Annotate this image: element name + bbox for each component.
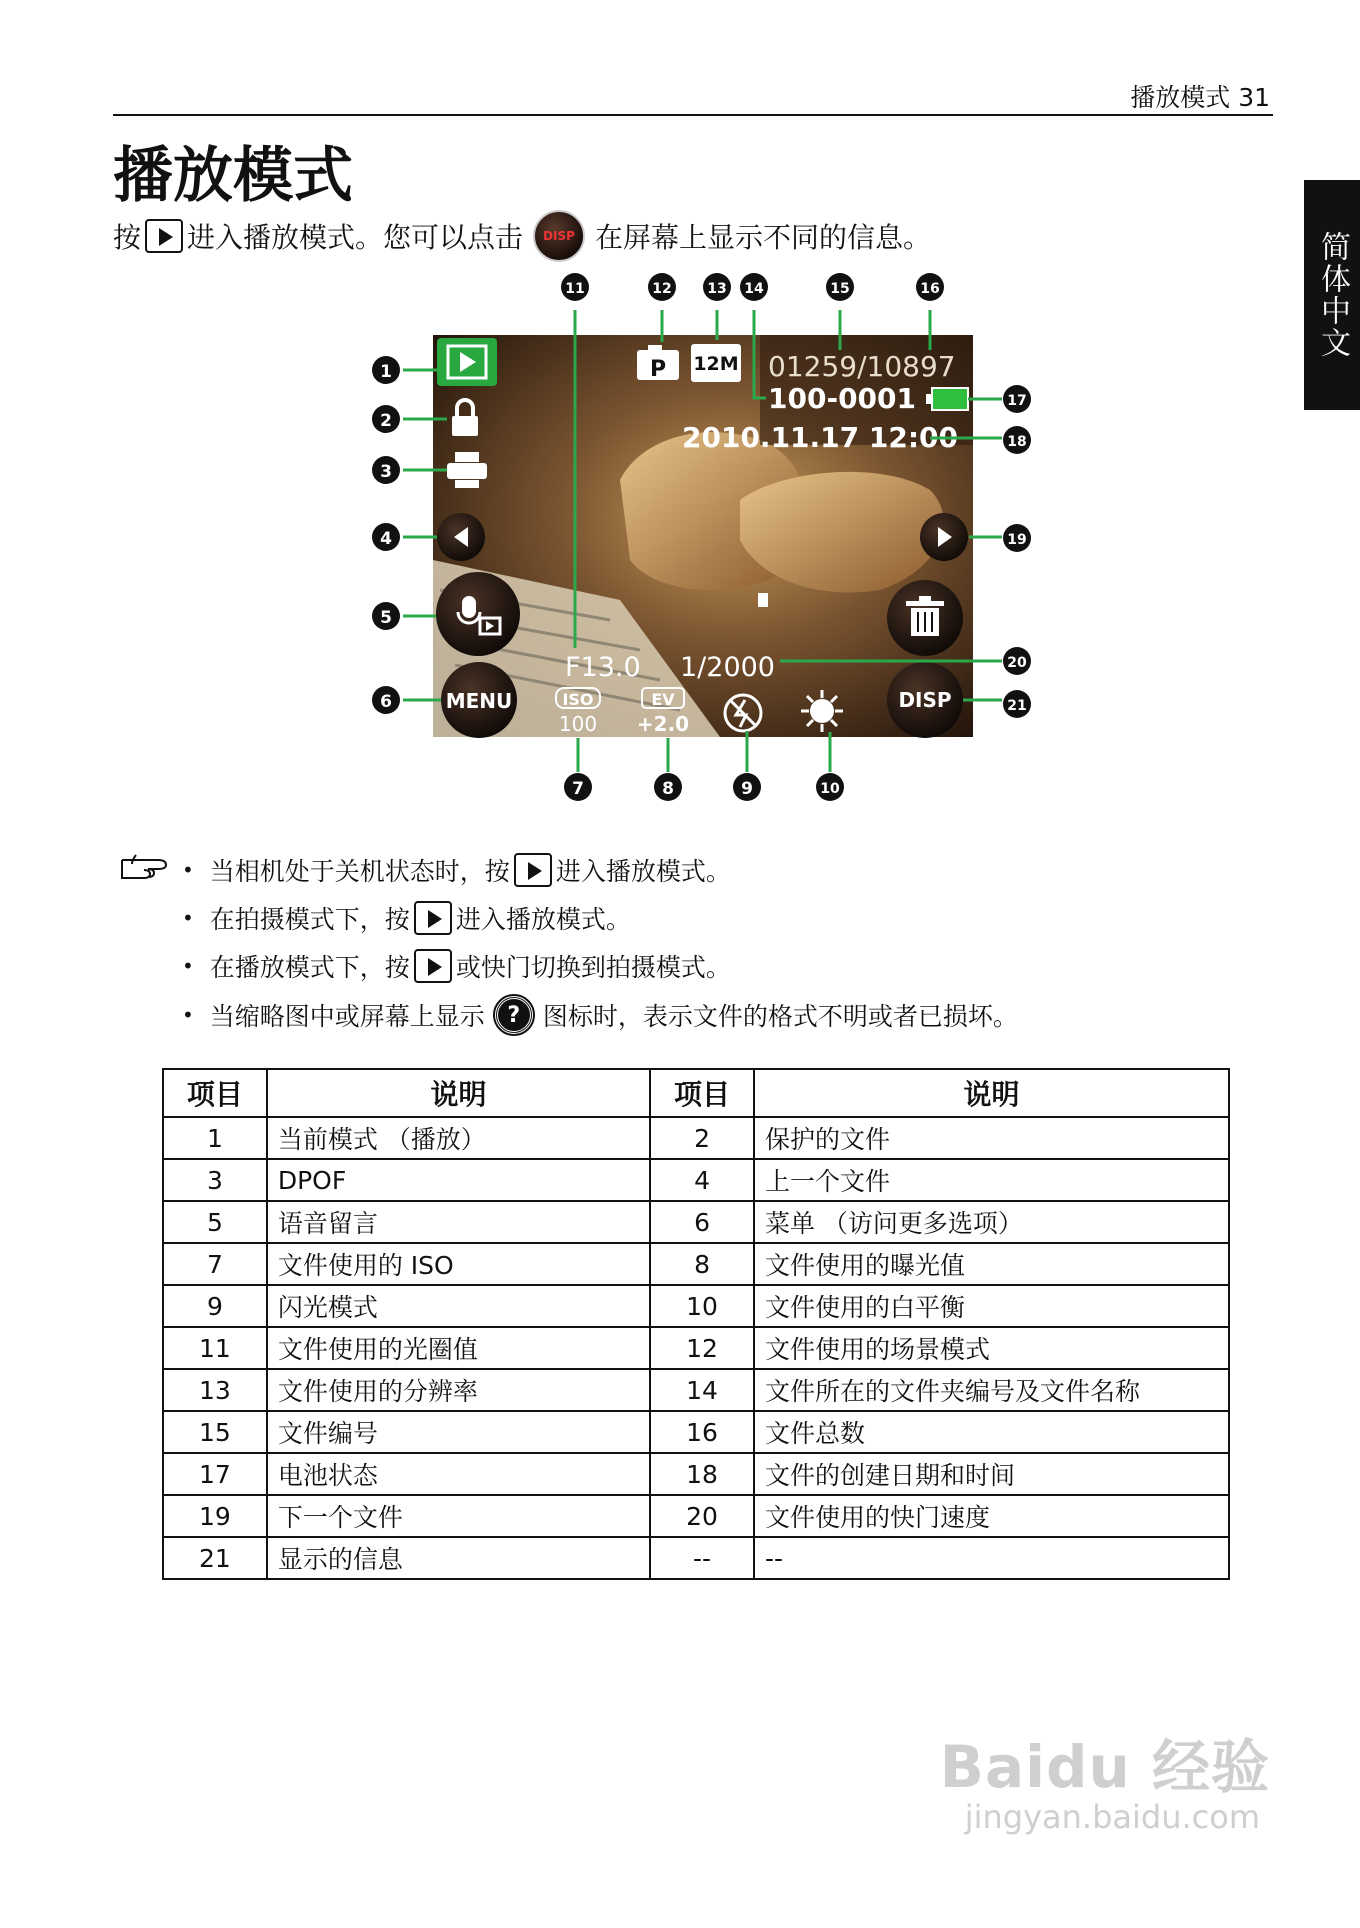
callout-12 (648, 273, 676, 301)
note-1-text-before: 当相机处于关机状态时，按 (209, 857, 510, 886)
svg-text:19: 19 (1007, 532, 1027, 548)
item-description-cell: 文件使用的曝光值 (754, 1243, 1229, 1285)
item-description-cell: 显示的信息 (267, 1537, 650, 1579)
item-description-cell: 文件所在的文件夹编号及文件名称 (754, 1369, 1229, 1411)
item-number-cell: 5 (163, 1201, 267, 1243)
callout-11 (561, 273, 589, 301)
callout-1 (372, 356, 400, 384)
menu-label: MENU (445, 689, 513, 713)
iso-indicator (556, 688, 600, 736)
table-row (163, 1201, 1229, 1243)
callout-21 (1003, 690, 1031, 718)
callout-20 (1003, 647, 1031, 675)
table-header-item: 项目 (650, 1069, 754, 1117)
callout-17 (1003, 385, 1031, 413)
svg-text:4: 4 (380, 529, 392, 549)
item-number-cell: 20 (650, 1495, 754, 1537)
note-3-text-after: 或快门切换到拍摄模式。 (455, 953, 731, 982)
delete-icon (887, 580, 963, 656)
note-3-text-before: 在播放模式下，按 (209, 953, 410, 982)
item-description-cell: 文件编号 (267, 1411, 650, 1453)
callout-7 (564, 773, 592, 801)
folder-file-readout: 100-0001 (768, 382, 916, 415)
intro-text-after: 在屏幕上显示不同的信息。 (595, 221, 932, 254)
callout-19 (1003, 524, 1031, 552)
intro-text-middle: 进入播放模式。您可以点击 (187, 221, 524, 254)
item-description-cell: 电池状态 (267, 1453, 650, 1495)
note-item-2 (182, 900, 631, 936)
table-row (163, 1369, 1229, 1411)
playback-screen-diagram (0, 0, 1360, 830)
callout-3 (372, 456, 400, 484)
item-description-cell: 文件使用的 ISO (267, 1243, 650, 1285)
header-divider (113, 114, 1273, 116)
item-description-cell: 文件使用的快门速度 (754, 1495, 1229, 1537)
svg-text:7: 7 (572, 779, 584, 799)
svg-text:5: 5 (380, 608, 392, 628)
callout-13 (703, 273, 731, 301)
callout-6 (372, 686, 400, 714)
item-description-cell: 文件使用的场景模式 (754, 1327, 1229, 1369)
callout-14 (740, 273, 768, 301)
table-row (163, 1411, 1229, 1453)
item-description-cell: 上一个文件 (754, 1159, 1229, 1201)
play-button-icon (514, 853, 552, 887)
table-header-row (163, 1069, 1229, 1117)
language-side-tab (1304, 180, 1360, 410)
bullet-dot: • (182, 954, 194, 978)
file-count-readout: 01259/10897 (768, 350, 956, 383)
current-mode-icon (437, 338, 497, 386)
item-number-cell: 13 (163, 1369, 267, 1411)
item-number-cell: 2 (650, 1117, 754, 1159)
svg-text:20: 20 (1007, 655, 1027, 671)
header-section-label (1130, 78, 1270, 114)
screen-items-table (162, 1068, 1230, 1580)
table-body (163, 1117, 1229, 1579)
svg-text:16: 16 (920, 281, 940, 297)
callout-15 (826, 273, 854, 301)
previous-file-icon (437, 513, 485, 561)
side-tab-label: 简体中文 (1315, 231, 1350, 359)
item-number-cell: 14 (650, 1369, 754, 1411)
iso-label: ISO (562, 690, 594, 709)
note-1-text-after: 进入播放模式。 (555, 857, 731, 886)
callout-16 (916, 273, 944, 301)
item-number-cell: 10 (650, 1285, 754, 1327)
item-number-cell: 19 (163, 1495, 267, 1537)
note-4-text-before: 当缩略图中或屏幕上显示 (209, 1002, 485, 1031)
item-description-cell: 语音留言 (267, 1201, 650, 1243)
play-button-icon (414, 949, 452, 983)
callout-5 (372, 602, 400, 630)
svg-text:12: 12 (652, 281, 672, 297)
svg-text:9: 9 (741, 779, 753, 799)
ev-value: +2.0 (636, 712, 690, 736)
table-header-description: 说明 (754, 1069, 1229, 1117)
item-number-cell: 3 (163, 1159, 267, 1201)
item-description-cell: DPOF (267, 1159, 650, 1201)
resolution-label: 12M (693, 353, 739, 375)
pointing-hand-note-icon (118, 852, 170, 882)
table-row (163, 1495, 1229, 1537)
iso-value: 100 (558, 712, 598, 736)
item-description-cell: 菜单 （访问更多选项） (754, 1201, 1229, 1243)
table-row (163, 1159, 1229, 1201)
item-number-cell: 8 (650, 1243, 754, 1285)
svg-text:17: 17 (1007, 393, 1027, 409)
item-number-cell: 7 (163, 1243, 267, 1285)
white-balance-sun-icon (801, 690, 843, 732)
note-4-text-after: 图标时，表示文件的格式不明或者已损坏。 (542, 1002, 1018, 1031)
item-number-cell: -- (650, 1537, 754, 1579)
item-description-cell: 文件总数 (754, 1411, 1229, 1453)
intro-text-before: 按 (113, 221, 142, 254)
item-description-cell: 闪光模式 (267, 1285, 650, 1327)
table-row (163, 1117, 1229, 1159)
svg-text:3: 3 (380, 462, 392, 482)
item-number-cell: 18 (650, 1453, 754, 1495)
callout-8 (654, 773, 682, 801)
note-item-3 (182, 948, 731, 984)
callout-4 (372, 523, 400, 551)
item-description-cell: 当前模式 （播放） (267, 1117, 650, 1159)
svg-text:15: 15 (830, 281, 850, 297)
table-row (163, 1453, 1229, 1495)
svg-text:2: 2 (380, 411, 392, 431)
voice-memo-icon (436, 572, 520, 656)
svg-text:6: 6 (380, 692, 392, 712)
menu-button-icon (441, 662, 517, 738)
disp-button-screen (887, 662, 963, 738)
shutter-readout: 1/2000 (680, 652, 775, 683)
svg-text:14: 14 (744, 281, 764, 297)
callout-9 (733, 773, 761, 801)
scene-mode-icon (637, 345, 679, 382)
svg-text:1: 1 (380, 362, 392, 382)
item-number-cell: 6 (650, 1201, 754, 1243)
callout-18 (1003, 426, 1031, 454)
disp-button-icon: DISP (533, 210, 585, 262)
page-title: 播放模式 (113, 141, 353, 211)
table-row (163, 1327, 1229, 1369)
item-description-cell: 下一个文件 (267, 1495, 650, 1537)
battery-icon (926, 388, 968, 410)
note-item-4 (182, 996, 1018, 1034)
aperture-readout: F13.0 (565, 652, 641, 683)
note-2-text-before: 在拍摄模式下，按 (209, 905, 410, 934)
progress-marker (758, 593, 768, 607)
question-mark-icon: ? (495, 996, 533, 1034)
item-description-cell: 文件的创建日期和时间 (754, 1453, 1229, 1495)
note-item-1 (182, 852, 731, 888)
resolution-icon (691, 344, 741, 382)
bullet-dot: • (182, 1003, 194, 1027)
item-description-cell: 文件使用的白平衡 (754, 1285, 1229, 1327)
item-number-cell: 12 (650, 1327, 754, 1369)
table-row (163, 1243, 1229, 1285)
svg-text:13: 13 (707, 281, 727, 297)
play-button-icon (414, 901, 452, 935)
item-number-cell: 16 (650, 1411, 754, 1453)
item-description-cell: -- (754, 1537, 1229, 1579)
svg-text:11: 11 (565, 281, 585, 297)
table-row (163, 1537, 1229, 1579)
svg-text:21: 21 (1007, 698, 1027, 714)
item-number-cell: 15 (163, 1411, 267, 1453)
disp-label: DISP (898, 688, 952, 712)
bullet-dot: • (182, 906, 194, 930)
ev-label: EV (651, 690, 675, 709)
item-number-cell: 11 (163, 1327, 267, 1369)
item-number-cell: 21 (163, 1537, 267, 1579)
datetime-readout: 2010.11.17 12:00 (682, 421, 959, 454)
item-number-cell: 17 (163, 1453, 267, 1495)
page-number: 31 (1238, 83, 1270, 112)
callout-10 (816, 773, 844, 801)
item-description-cell: 保护的文件 (754, 1117, 1229, 1159)
item-description-cell: 文件使用的分辨率 (267, 1369, 650, 1411)
header-section: 播放模式 (1130, 83, 1231, 112)
callout-2 (372, 405, 400, 433)
note-2-text-after: 进入播放模式。 (455, 905, 631, 934)
item-description-cell: 文件使用的光圈值 (267, 1327, 650, 1369)
table-header-item: 项目 (163, 1069, 267, 1117)
next-file-icon (920, 513, 968, 561)
scene-mode-label: P (649, 357, 667, 382)
table-row (163, 1285, 1229, 1327)
baidu-watermark-url: jingyan.baidu.com (964, 1798, 1260, 1836)
bullet-dot: • (182, 858, 194, 882)
item-number-cell: 1 (163, 1117, 267, 1159)
intro-line (113, 210, 931, 262)
svg-text:18: 18 (1007, 434, 1027, 450)
item-number-cell: 9 (163, 1285, 267, 1327)
baidu-watermark: Baidu 经验 (939, 1733, 1270, 1801)
play-button-icon (145, 219, 183, 253)
svg-text:10: 10 (820, 781, 840, 797)
table-header-description: 说明 (267, 1069, 650, 1117)
item-number-cell: 4 (650, 1159, 754, 1201)
svg-text:8: 8 (662, 779, 674, 799)
